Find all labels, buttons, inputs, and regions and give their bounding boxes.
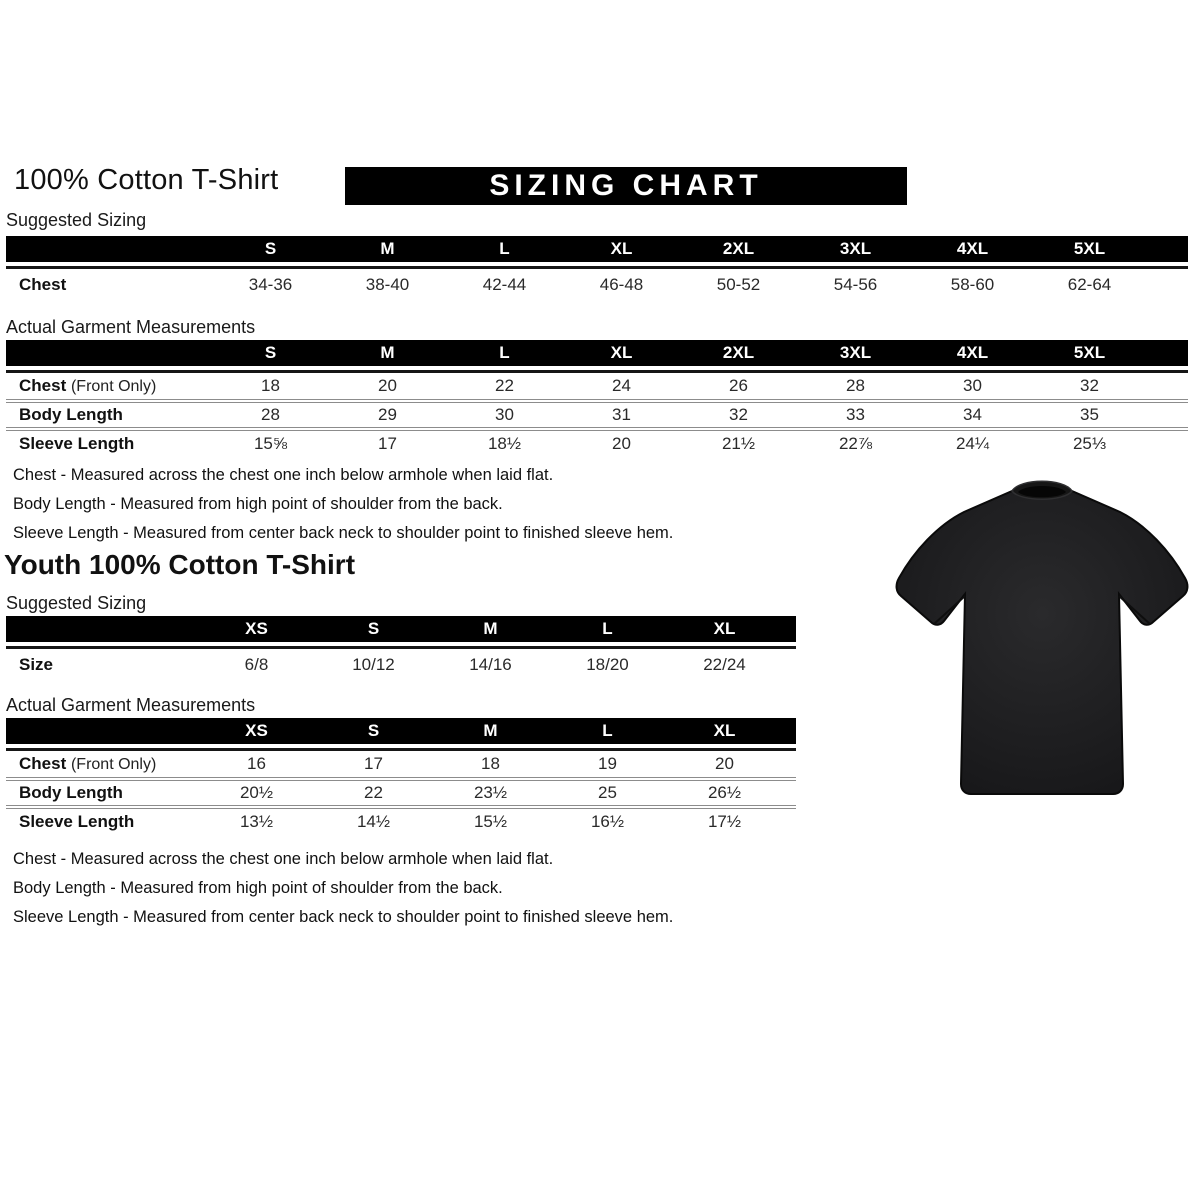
size-column-header: M (329, 340, 446, 373)
youth-title: Youth 100% Cotton T-Shirt (4, 549, 356, 580)
sizing-chart-banner (345, 167, 907, 205)
measurement-cell: 20 (563, 429, 680, 457)
header-spacer (783, 718, 796, 751)
black-tshirt-image (882, 468, 1200, 818)
youth-suggested-table (6, 616, 796, 681)
measurement-cell: 20 (715, 754, 734, 773)
spacer-cell (783, 779, 796, 807)
measurement-cell: 30 (446, 401, 563, 429)
header-spacer (1148, 340, 1188, 373)
measurement-cell: 32 (680, 401, 797, 429)
measurement-cell: 24 (612, 376, 631, 395)
spacer-cell (783, 649, 796, 681)
row-label: Chest (19, 275, 67, 294)
youth-actual-table (6, 718, 796, 835)
youth-measurement-notes (13, 845, 673, 932)
size-column-header: 4XL (914, 236, 1031, 269)
measurement-cell: 17 (364, 754, 383, 773)
note-line: Body Length - Measured from high point of shoulder from the back. (13, 495, 503, 513)
measurement-cell: 62-64 (1067, 275, 1112, 294)
measurement-cell: 22 (495, 376, 514, 395)
header-spacer (1148, 236, 1188, 269)
measurement-cell: 17 (329, 429, 446, 457)
tshirt-body (897, 483, 1188, 794)
header-spacer (6, 340, 212, 373)
size-column-header: L (446, 340, 563, 373)
note-line: Chest - Measured across the chest one inch below armhole when laid flat. (13, 466, 554, 484)
spacer-cell (783, 807, 796, 835)
size-column-header: 5XL (1031, 236, 1148, 269)
measurement-cell: 28 (846, 376, 865, 395)
chest-range-row (6, 269, 1188, 301)
row-label-cell (6, 373, 212, 401)
adult-measurement-notes (13, 461, 673, 548)
spacer-cell (1148, 269, 1188, 301)
size-column-header: M (432, 718, 549, 751)
measurement-cell: 22⅞ (797, 429, 914, 457)
size-column-header: XL (563, 340, 680, 373)
measurement-cell: 22/24 (703, 655, 746, 674)
size-column-header: M (432, 616, 549, 649)
size-column-header: 4XL (914, 340, 1031, 373)
measurement-cell: 26 (729, 376, 748, 395)
size-column-header: M (329, 236, 446, 269)
measurement-cell: 21½ (680, 429, 797, 457)
note-line: Body Length - Measured from high point of shoulder from the back. (13, 879, 503, 897)
note-line: Sleeve Length - Measured from center back neck to shoulder point to finished sleeve hem. (13, 524, 674, 542)
measurement-cell: 14½ (315, 807, 432, 835)
youth-size-row (6, 649, 796, 681)
measurement-cell: 35 (1031, 401, 1148, 429)
measurement-cell: 15½ (432, 807, 549, 835)
size-column-header: XS (198, 718, 315, 751)
size-header-row (6, 236, 1188, 269)
size-column-header: 2XL (680, 340, 797, 373)
size-header-row (6, 340, 1188, 373)
measurement-cell: 25 (549, 779, 666, 807)
note-line: Sleeve Length - Measured from center back neck to shoulder point to finished sleeve hem. (13, 908, 674, 926)
size-header-row (6, 718, 796, 751)
measurement-cell: 54-56 (833, 275, 878, 294)
size-column-header: S (315, 718, 432, 751)
size-header-row (6, 616, 796, 649)
measurement-cell: 16 (247, 754, 266, 773)
row-label: Size (19, 655, 54, 674)
youth-suggested-label: Suggested Sizing (6, 593, 147, 613)
size-column-header: XL (666, 616, 783, 649)
sleeve-length-row (6, 429, 1188, 457)
measurement-cell: 16½ (549, 807, 666, 835)
row-label-note: (Front Only) (70, 756, 157, 773)
chest-row (6, 373, 1188, 401)
row-label-cell (6, 649, 198, 681)
youth-actual-label: Actual Garment Measurements (6, 695, 256, 715)
measurement-cell: 19 (598, 754, 617, 773)
measurement-cell: 26½ (666, 779, 783, 807)
measurement-cell: 20½ (198, 779, 315, 807)
row-label-cell (6, 751, 198, 779)
size-column-header: XL (666, 718, 783, 751)
measurement-cell: 42-44 (482, 275, 527, 294)
measurement-cell: 18/20 (586, 655, 629, 674)
row-label-cell (6, 269, 212, 301)
row-label: Body Length (19, 405, 123, 424)
size-column-header: 2XL (680, 236, 797, 269)
measurement-cell: 17½ (666, 807, 783, 835)
measurement-cell: 14/16 (469, 655, 512, 674)
measurement-cell: 50-52 (716, 275, 761, 294)
size-column-header: L (446, 236, 563, 269)
banner-title: SIZING CHART (489, 169, 763, 202)
measurement-cell: 18½ (446, 429, 563, 457)
size-column-header: XS (198, 616, 315, 649)
row-label-cell (6, 429, 212, 457)
row-label: Chest (19, 754, 67, 773)
measurement-cell: 28 (212, 401, 329, 429)
spacer-cell (1148, 429, 1188, 457)
measurement-cell: 18 (481, 754, 500, 773)
size-column-header: 3XL (797, 236, 914, 269)
size-column-header: L (549, 616, 666, 649)
measurement-cell: 18 (261, 376, 280, 395)
measurement-cell: 46-48 (599, 275, 644, 294)
measurement-cell: 30 (963, 376, 982, 395)
size-column-header: L (549, 718, 666, 751)
adult-suggested-table (6, 236, 1188, 301)
row-label: Chest (19, 376, 67, 395)
body-length-row (6, 779, 796, 807)
measurement-cell: 10/12 (352, 655, 395, 674)
row-label: Sleeve Length (19, 812, 135, 831)
size-column-header: S (212, 340, 329, 373)
row-label-cell (6, 779, 198, 807)
chest-row (6, 751, 796, 779)
measurement-cell: 34 (914, 401, 1031, 429)
adult-suggested-label: Suggested Sizing (6, 210, 147, 230)
size-column-header: 3XL (797, 340, 914, 373)
measurement-cell: 6/8 (244, 655, 269, 674)
measurement-cell: 29 (329, 401, 446, 429)
header-spacer (6, 718, 198, 751)
header-spacer (6, 616, 198, 649)
row-label: Sleeve Length (19, 434, 135, 453)
sleeve-length-row (6, 807, 796, 835)
note-line: Chest - Measured across the chest one inch below armhole when laid flat. (13, 850, 554, 868)
row-label-cell (6, 401, 212, 429)
measurement-cell: 13½ (198, 807, 315, 835)
row-label-cell (6, 807, 198, 835)
measurement-cell: 23½ (432, 779, 549, 807)
measurement-cell: 25⅓ (1031, 429, 1148, 457)
measurement-cell: 32 (1080, 376, 1099, 395)
measurement-cell: 58-60 (950, 275, 995, 294)
size-column-header: XL (563, 236, 680, 269)
measurement-cell: 31 (563, 401, 680, 429)
measurement-cell: 38-40 (365, 275, 410, 294)
measurement-cell: 33 (797, 401, 914, 429)
size-column-header: S (315, 616, 432, 649)
header-spacer (783, 616, 796, 649)
row-label: Body Length (19, 783, 123, 802)
measurement-cell: 20 (378, 376, 397, 395)
measurement-cell: 22 (315, 779, 432, 807)
body-length-row (6, 401, 1188, 429)
spacer-cell (783, 751, 796, 779)
size-column-header: S (212, 236, 329, 269)
adult-actual-table (6, 340, 1188, 457)
row-label-note: (Front Only) (70, 378, 157, 395)
header-spacer (6, 236, 212, 269)
page-title: 100% Cotton T-Shirt (14, 164, 279, 196)
measurement-cell: 15⅝ (212, 429, 329, 457)
adult-actual-label: Actual Garment Measurements (6, 317, 256, 337)
measurement-cell: 24¼ (914, 429, 1031, 457)
spacer-cell (1148, 373, 1188, 401)
size-column-header: 5XL (1031, 340, 1148, 373)
spacer-cell (1148, 401, 1188, 429)
measurement-cell: 34-36 (248, 275, 293, 294)
